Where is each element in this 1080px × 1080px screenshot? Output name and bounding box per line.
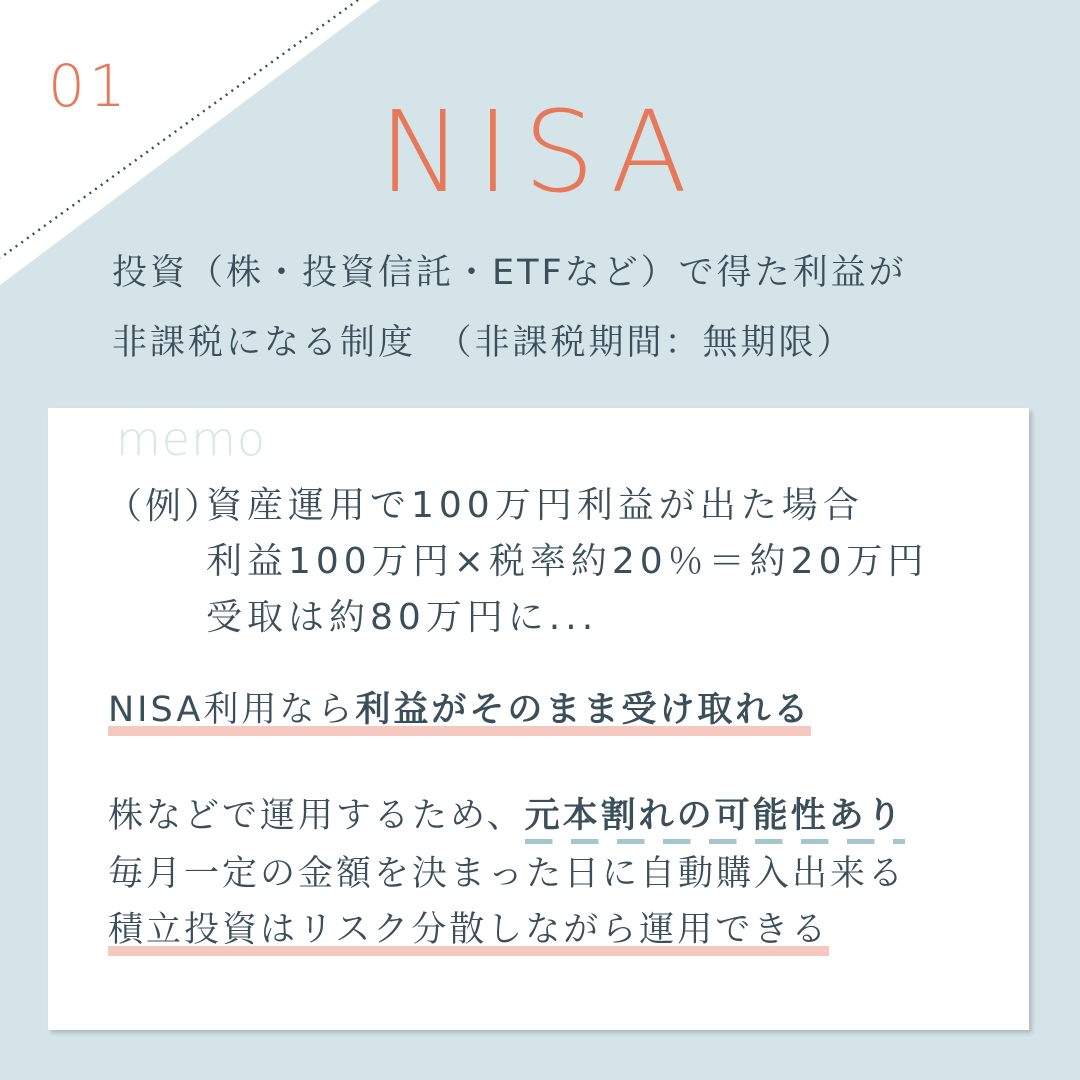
risk-emphasis: 元本割れの可能性あり	[525, 796, 905, 844]
tsumitate-line	[108, 902, 829, 952]
example-line-3: 受取は約80万円に...	[206, 597, 599, 638]
example-lines	[206, 478, 929, 646]
nisa-benefit-prefix: NISA利用なら	[108, 690, 356, 730]
description-line-2: 非課税になる制度 （非課税期間：無期限）	[112, 323, 855, 363]
memo-label: memo	[116, 412, 267, 466]
nisa-benefit-highlight	[108, 690, 811, 736]
example-label: （例）	[106, 486, 224, 527]
nisa-benefit-line	[108, 682, 811, 732]
nisa-benefit-emphasis: 利益がそのまま受け取れる	[355, 690, 812, 730]
risk-prefix: 株などで運用するため、	[108, 796, 525, 836]
description	[112, 238, 907, 378]
example-line-1: 資産運用で100万円利益が出た場合	[206, 485, 864, 526]
section-number: 01	[48, 52, 130, 120]
page-title: NISA	[378, 88, 702, 218]
risk-line	[108, 788, 905, 838]
example-line-2: 利益100万円×税率約20％＝約20万円	[206, 541, 929, 582]
tsumitate-text: 積立投資はリスク分散しながら運用できる	[108, 910, 829, 956]
description-line-1: 投資（株・投資信託・ETFなど）で得た利益が	[112, 253, 907, 293]
monthly-purchase-line: 毎月一定の金額を決まった日に自動購入出来る	[108, 854, 907, 894]
memo-card	[48, 408, 1029, 1030]
